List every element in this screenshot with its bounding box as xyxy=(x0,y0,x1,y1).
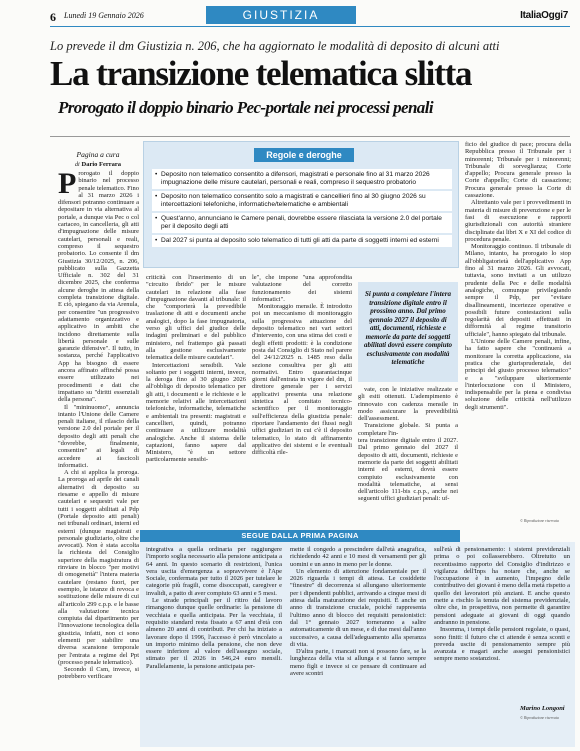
byline xyxy=(58,150,138,168)
paragraph: Le strade principali per il ritiro dal lavoro rimangono dunque quelle ordinarie: la pensione di vecchiaia e quella anticipata. Per la vecchiaia, il requisito standard resta fissato a 67 anni d'età con almeno 20 anni di contributi. Per chi ha iniziato a lavorare dopo il 1996, l'accesso è però vincolato a un importo minimo della pensione, che non deve essere inferiore al valore dell'assegno sociale, stimato per il 2026 in 546,24 euro mensili. Parallelamente, la pensione anticipata per- xyxy=(146,597,282,670)
paragraph: Altrettanto vale per i provvedimenti in materia di misure di prevenzione e per le fasi di esecuzione e rapporti giurisdizionali con autorità straniere disciplinate dai libri X e XI del codice di procedura penale. xyxy=(465,199,571,243)
bullet-icon: • xyxy=(155,171,158,178)
paragraph: vate, con le iniziative realizzate e gli esiti ottenuti. L'adempimento è rinnovato con cadenza mensile in modo assicurare la prevedibilità dell'assessment. xyxy=(358,386,458,423)
signature: Marino Longoni xyxy=(520,705,565,712)
continued-column-2 xyxy=(290,546,426,677)
box-item xyxy=(152,213,452,233)
paragraph: Secondo il Csm, invece, si potrebbero verificare xyxy=(58,666,139,681)
copyright-note: © Riproduzione riservata xyxy=(520,519,559,523)
article-title: La transizione telematica slitta xyxy=(50,54,472,93)
bullet-icon: • xyxy=(155,215,158,222)
byline-of: di xyxy=(74,162,80,168)
box-item xyxy=(152,191,452,211)
paragraph: L'Unione delle Camere penali, infine, ha fatto sapere che "continuerà a monitorare la corretta applicazione, sia pratica che giurisprudenziale, dei principi del giusto processo telematico" e a "sviluppare ulteriormente l'interlocuzione con il Ministero, indispensabile per la piena e condivisa soluzione delle criticità nell'utilizzo degli strumenti". xyxy=(465,338,571,411)
paragraph: Intercettazioni sensibili. Vale soltanto per i soggetti interni, invece, la deroga fino al 30 giugno 2026 all'obbligo di deposito telematico per gli atti, i documenti e le richieste e le memorie relativi alle intercettazioni telefoniche, informatiche, telematiche e ambientali tra presenti: magistrati e cancellieri, quindi, potranno continuare a utilizzare modalità analogiche. Anche il sistema delle captazioni, fanno sapere dal Ministero, "è un settore particolarmente sensibi- xyxy=(146,361,246,464)
paragraph: Un elemento di attenzione fondamentale per il 2026 riguarda i tempi di attesa. Le cosiddette "finestre" di decorrenza si allungano ulteriormente per i dipendenti pubblici, arrivando a cinque mesi di attesa dalla maturazione dei requisiti. È anche un anno di transizione cruciale, poiché rappresenta l'ultimo anno di blocco dei requisiti pensionistici: dal 1° gennaio 2027 torneranno a salire automaticamente di un mese, e di due mesi dall'anno successivo, a causa dell'adeguamento alla speranza di vita. xyxy=(290,567,426,648)
paragraph: criticità con l'inserimento di un "circuito ibrido" per le misure cautelari in relazione alla fase d'impugnazione davanti al tribunale: il che "comporterà la prevedibile traslazione di atti e documenti anche analogici, dopo la fase impugnatoria, verso gli uffici del giudice delle indagini preliminari e del pubblico ministero, nel frattempo già passati alla gestione esclusivamente telematica delle misure cautelari". xyxy=(146,274,246,362)
copyright-note: © Riproduzione riservata xyxy=(520,716,559,720)
pull-quote: Si punta a completare l'intera transizione digitale entro il prossimo anno. Dal primo gennaio 2027 il deposito di atti, documenti, richieste e memorie da parte dei soggetti abilitati dovrà essere compiuto esclusivamente con modalità telematiche xyxy=(358,282,458,382)
bullet-icon: • xyxy=(155,193,158,200)
author-name: Dario Ferrara xyxy=(81,161,122,168)
box-item xyxy=(152,235,452,247)
newspaper-logo: ItaliaOggi7 xyxy=(520,10,568,21)
box-item-text: Deposito non telematico consentito a difensori, magistrati e personale fino al 31 marzo 2026 impugnazione delle misure cautelari, personali e reali, compreso il sequestro probatorio xyxy=(161,171,430,186)
continued-column-3 xyxy=(434,546,570,663)
rules-box xyxy=(143,141,459,268)
header-rule xyxy=(50,26,570,27)
box-list xyxy=(152,169,452,249)
box-item-text: Dal 2027 si punta al deposito solo telematico di tutti gli atti da parte di soggetti interni ed esterni xyxy=(161,237,439,244)
issue-date: Lunedì 19 Gennaio 2026 xyxy=(64,11,144,20)
bullet-icon: • xyxy=(155,237,158,244)
paragraph: A chi si applica la proroga. La proroga ad aprile dei canali alternativi di deposito su riesame e appello di misure cautelari e sequestri vale per tutti i soggetti abilitati al Pdp (Portale deposito atti penali) nei tribunali ordinari, interni ed esterni (dunque magistrati e personale giudiziario, oltre che avvocati). Non è stata accolta la richiesta del Consiglio superiore della magistratura di rinviare in blocco "per motivi di omogeneità" l'intera materia cautelare (restano fuori, per esempio, le istanze di revoca e sostituzione delle misure di cui all'articolo 299 c.p.p. e le basse alla valutazione tecnica compiuta dal dipartimento per l'Innovazione tecnologica della giustizia, infatti, non ci sono elementi per stabilire una diversa scansione temporale per l'entrata a regime del Ppt (processo penale telematico). xyxy=(58,469,139,666)
article-column-1 xyxy=(58,167,139,681)
title-rule xyxy=(50,136,570,137)
article-kicker: Lo prevede il dm Giustizia n. 206, che ha aggiornato le modalità di deposito di alcuni atti xyxy=(50,39,500,53)
article-column-2 xyxy=(146,274,246,464)
paragraph: sull'età di pensionamento: i sistemi previdenziali prima o poi collasserebbero. Oltretutto un recentissimo rapporto del Consiglio d'indirizzo e vigilanza dell'Inps ha notare che, anche se l'occupazione è in aumento, l'impegno delle contributivo dei giovani è meno della metà rispetto a quello dei lavoratori più anziani. E anche questo mette a rischio la tenuta del sistema previdenziale, oltre che, in prospettiva, non permette di garantire pensioni adeguate ai giovani di oggi quando andranno in pensione. xyxy=(434,546,570,626)
paragraph: Monitoraggio mensile. È introdotto poi un meccanismo di monitoraggio sulla progressiva attuazione del deposito telematico nei vari settori d'intervento, con una stima dei costi e degli effetti prodotti: è la condizione posta dal Consiglio di Stato nel parere del 24/12/2025 n. 1485 reso dalla sezione consultiva per gli atti normativi. Entro quarantacinque giorni dall'entrata in vigore del dm, il direttore generale per i servizi applicativi presenta una relazione sintetica al comitato tecnico-scientifico per il monitoraggio sull'efficienza della giustizia penale: riportare l'andamento dei flussi negli uffici giudiziari in cui c'è il deposito telematico, lo stato di affinamento applicativo dei sistemi e le eventuali difficoltà rile- xyxy=(252,303,352,457)
drop-cap: P xyxy=(58,167,77,200)
paragraph: mette il congedo a prescindere dall'età anagrafica, richiedendo 42 anni e 10 mesi di versamenti per gli uomini e un anno in meno per le donne. xyxy=(290,546,426,568)
article-column-3 xyxy=(252,274,352,456)
article-column-5 xyxy=(465,141,571,411)
box-title: Regole e deroghe xyxy=(254,148,354,162)
page-header xyxy=(0,0,580,36)
paragraph: ficio del giudice di pace; procura della Repubblica presso il Tribunale per i minorenni; Tribunale per i minorenni; Tribunale di sorveglianza; Corte d'appello; Procura generale presso la Corte d'appello; Corte di cassazione; Procura generale presso la Corte di cassazione. xyxy=(465,141,571,200)
box-item xyxy=(152,169,452,189)
paragraph: tera transizione digitale entro il 2027. Dal primo gennaio del 2027 il deposito di atti, documenti, richieste e memorie da parte dei soggetti abilitati interni ed esterni, dovrà essere compiuto esclusivamente con modalità telematiche, ai sensi dell'articolo 111-bis c.p.p., anche nei seguenti uffici giudiziari penali: uf- xyxy=(358,437,458,503)
paragraph: Il "mininuomo", annuncia intanto l'Unione delle Camere penali italiane, il rilascio della versione 2.0 del portale per il deposito degli atti penali che "dovrebbe, finalmente, consentire" ai legali di accedere ai fascicoli informatici. xyxy=(58,403,139,469)
article-column-4-body xyxy=(358,386,458,503)
paragraph: integrativa a quella ordinaria per raggiungere l'importo soglia necessario alla pensione anticipata a 64 anni. In questo scenario di restrizioni, l'unica vera uscita d'emergenza a sopravvivere è l'Ape Sociale, confermata per tutto il 2026 per tutelare le categorie più fragili, come disoccupati, caregiver e invalidi, a patto di aver compiuto 63 anni e 5 mesi. xyxy=(146,546,282,597)
paragraph: le", che impone "una approfondita valutazione del corretto funzionamento dei sistemi informatici". xyxy=(252,274,352,303)
box-item-text: Quest'anno, annunciano le Camere penali, dovrebbe essere rilasciata la versione 2.0 del portale per il deposito degli atti xyxy=(161,215,442,230)
paragraph: Monitoraggio continuo. Il tribunale di Milano, intanto, ha prorogato lo stop all'obbligatorietà dell'applicativo App fino al 31 marzo 2026. Gli avvocati, tuttavia, sono invitati a un utilizzo prudente della Pec e delle modalità analogiche, comunque privilegiando sempre il Pdp, per "evitare disallineamenti, incertezze operative e possibili future contestazioni sulla regolarità dei depositi effettuati in difformità al regime transitorio ufficiale", hanno spiegato dal tribunale. xyxy=(465,243,571,338)
continued-column-1 xyxy=(146,546,282,670)
box-item-text: Deposito non telematico consentito solo a magistrati e cancellieri fino al 30 giugno 2026 su intercettazioni telefoniche, informatiche/telematiche e ambientali xyxy=(161,193,426,208)
paragraph: Transizione globale. Si punta a completare l'in- xyxy=(358,422,458,437)
continued-banner: SEGUE DALLA PRIMA PAGINA xyxy=(140,530,460,542)
article-subtitle: Prorogato il doppio binario Pec-portale nei processi penali xyxy=(58,98,433,117)
section-label: GIUSTIZIA xyxy=(206,6,356,24)
paragraph: Insomma, i tempi delle pensioni regolate, o quasi, sono finiti: il futuro che ci attende è senza sconti e preveda uscite di pensionamento sempre più avanzata e magari anche assegni pensionistici sempre meno sostanziosi. xyxy=(434,626,570,663)
page-number: 6 xyxy=(50,10,56,24)
paragraph: D'altra parte, i mancati non si possono fare, se la lunghezza della vita si allunga e si fanno sempre meno figli e invece si ce pensare di continuare ad avere scontri xyxy=(290,648,426,678)
paragraph: rorogato il doppio binario nel processo penale telematico. Fino al 31 marzo 2026 i difensori potranno continuare a depositare in via alternativa al portale, a dunque via Pec o col cartaceo, in cancelleria, gli atti d'impugnazione delle misure cautelari, personali e reali, compreso il sequestro probatorio. Lo consente il dm Giustizia 30/12/2025, n. 206, pubblicato sulla Gazzetta Ufficiale n. 302 del 31 dicembre 2025, che conferma alcune deroghe in attesa della completa transizione digitale. E ciò, spiegano da via Arenula, per consentire "un progressivo adattamento organizzativo e applicativo in ambiti che incidono direttamente sulla libertà personale e sulle garanzie difensive". Il tutto, in sostanza, perché l'applicativo App ha bisogno di essere ancora affinato affinché possa essere utilizzato nei procedimenti e dati che impattano su "diritti essenziali della persona". xyxy=(58,170,139,404)
byline-prefix: Pagina a cura xyxy=(76,150,120,159)
